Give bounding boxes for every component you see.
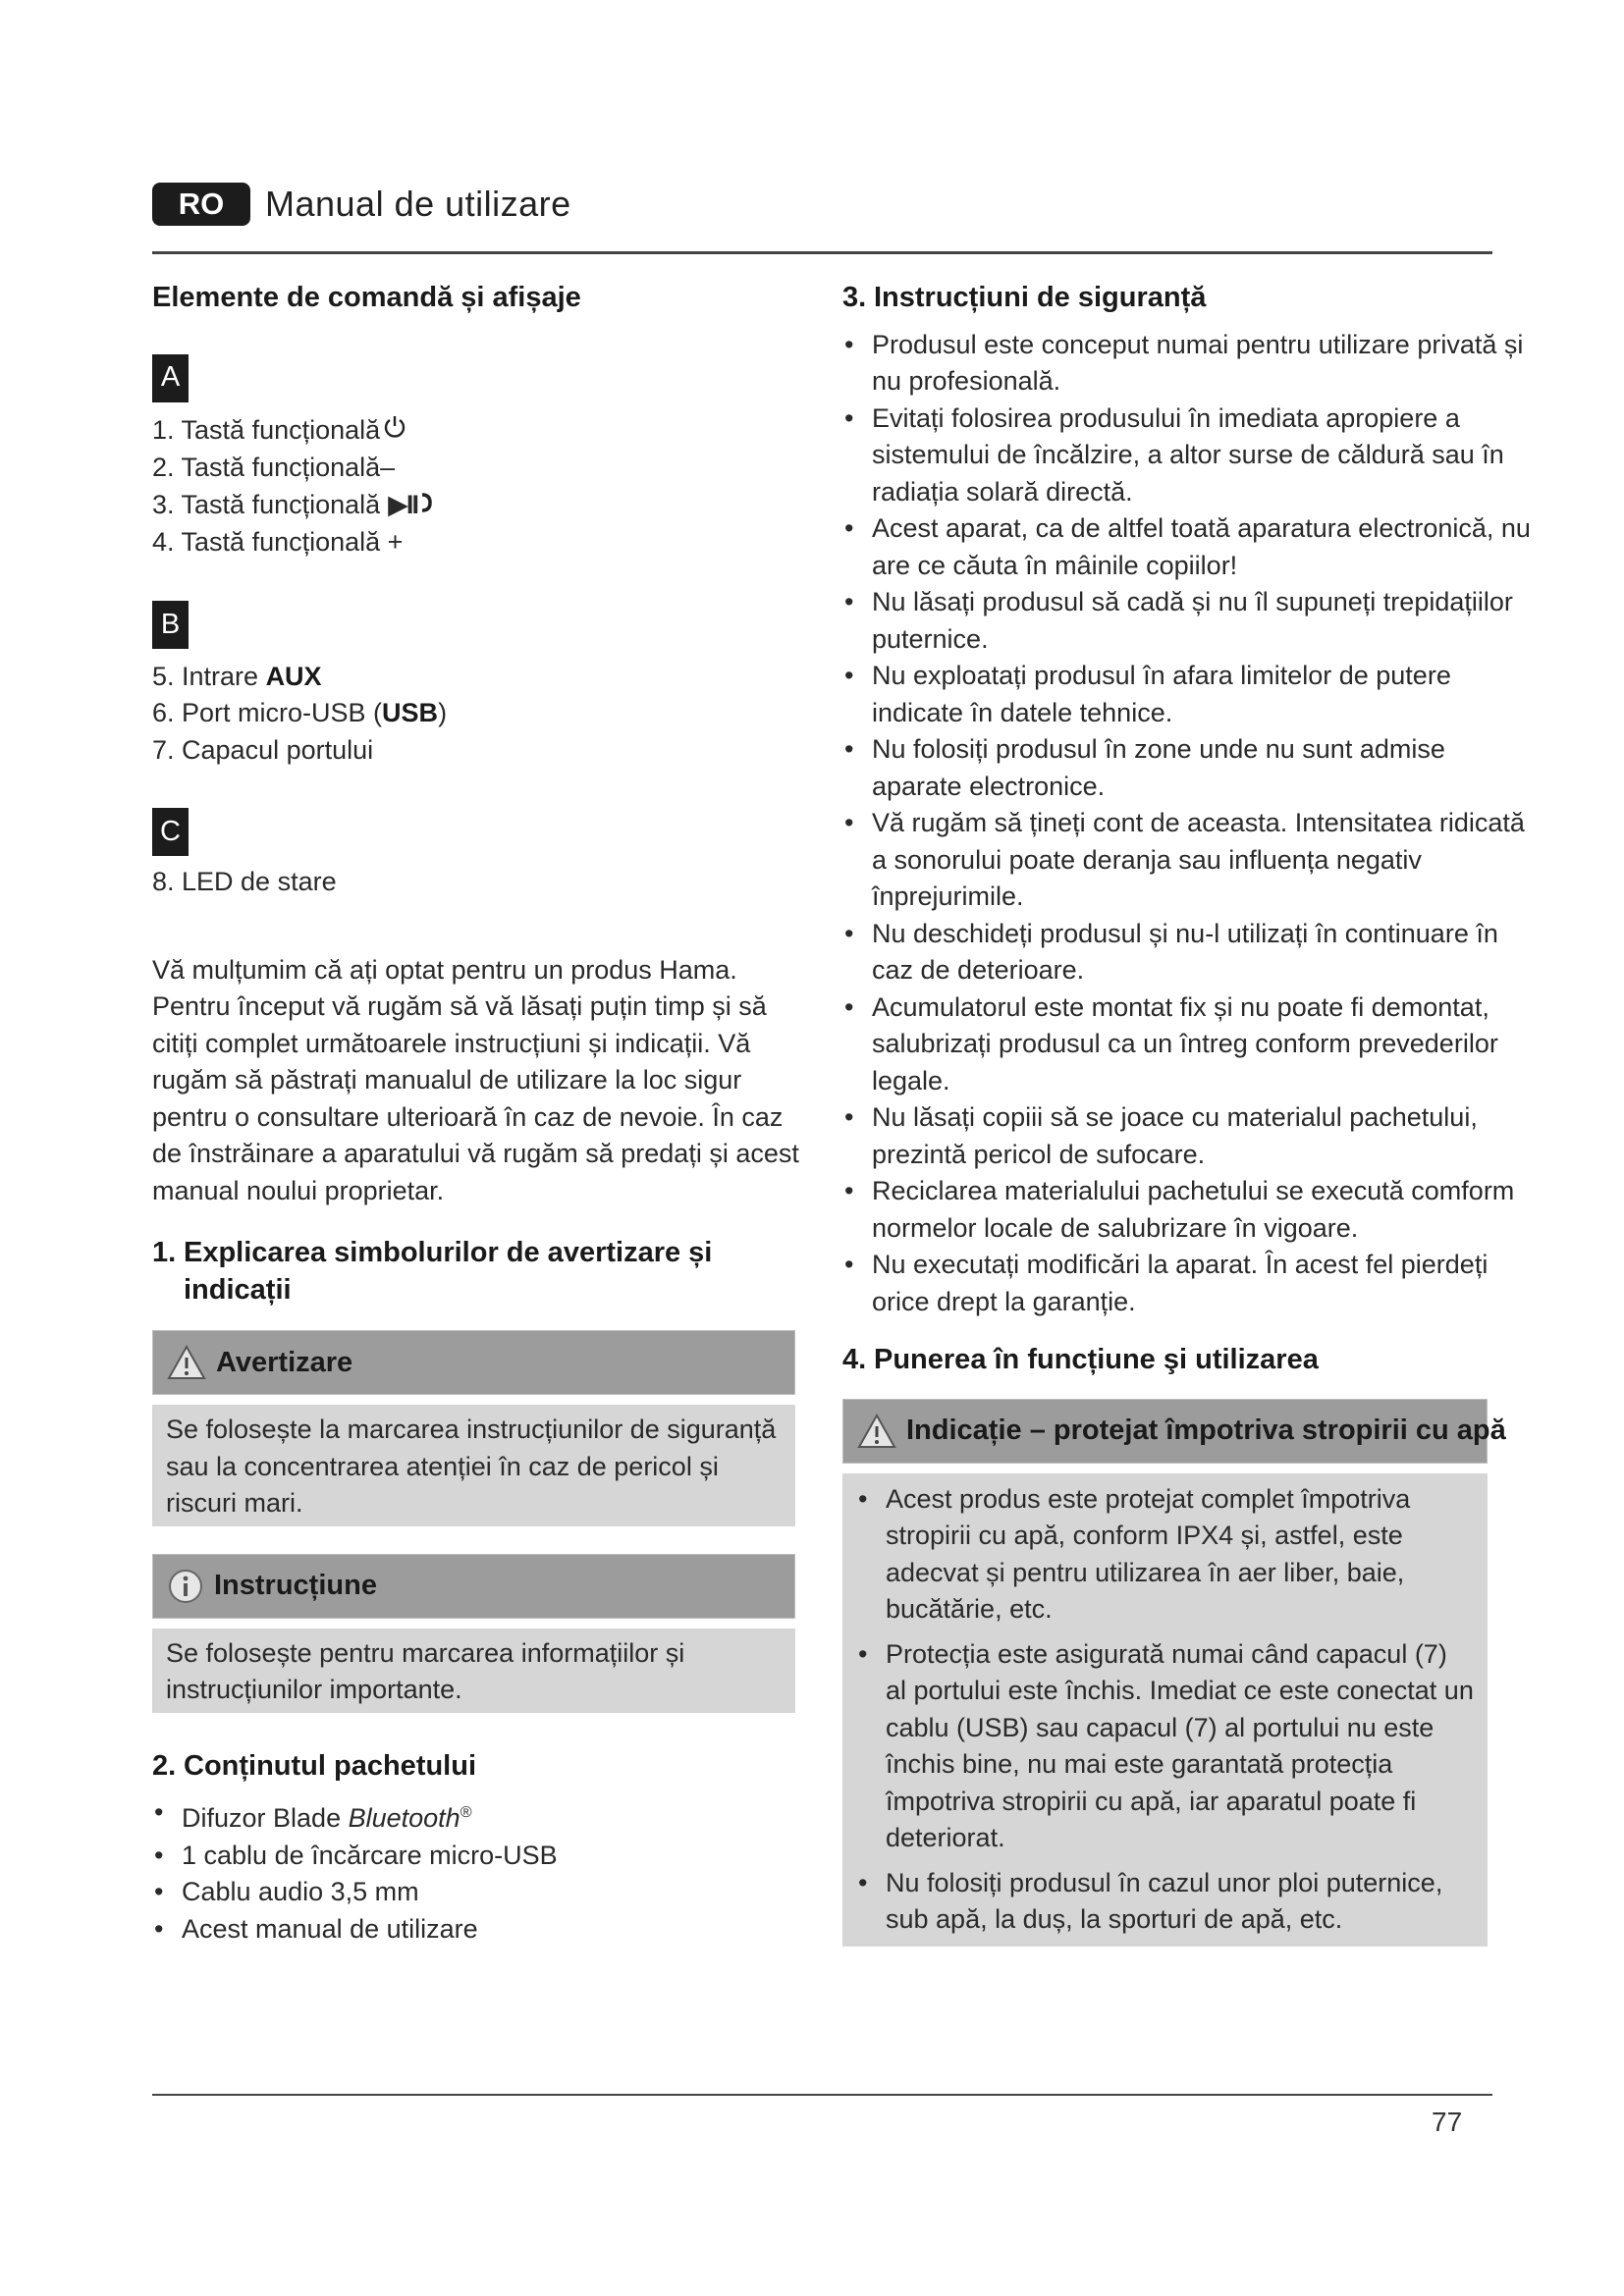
list-item: • Reciclarea materialului pachetului se execută comform normelor locale de salubrizare în vigoare. [842, 1173, 1535, 1247]
list-item: • Nu executați modificări la aparat. În acest fel pierdeți orice drept la garanție. [842, 1247, 1535, 1320]
list-item: 4. Tastă funcțională + [152, 527, 404, 558]
warning-text: Se folosește la marcarea instrucțiunilor de siguranță sau la concentrarea atenției în caz de pericol și riscuri mari. [152, 1405, 795, 1526]
list-item: • Difuzor Blade Bluetooth® [152, 1794, 810, 1838]
list-item: • Acest produs este protejat complet împotriva stropirii cu apă, conform IPX4 și, astfel, este adecvat și pentru utilizarea în aer liber, baie, bucătărie, etc. [856, 1481, 1474, 1629]
group-a-label: A [152, 354, 189, 402]
info-icon [167, 1568, 204, 1605]
list-item: 2. Tastă funcțională– [152, 453, 396, 483]
list-item: • 1 cablu de încărcare micro-USB [152, 1838, 810, 1875]
group-c-label: C [152, 808, 189, 856]
list-item: • Produsul este conceput numai pentru utilizare privată și nu profesională. [842, 327, 1535, 400]
warning-icon [857, 1414, 896, 1449]
language-badge: RO [152, 183, 250, 226]
list-item: • Nu lăsați copiii să se joace cu materialul pachetului, prezintă pericol de sufocare. [842, 1099, 1535, 1173]
footer-divider [152, 2094, 1492, 2096]
list-item: • Cablu audio 3,5 mm [152, 1874, 810, 1911]
list-item: • Evitați folosirea produsului în imediata apropiere a sistemului de încălzire, a altor surse de căldură sau în radiația solară directă. [842, 400, 1535, 511]
group-c-list [152, 864, 810, 901]
section-1-heading: 1. Explicarea simbolurilor de avertizare și indicații [152, 1237, 713, 1306]
list-item: 8. LED de stare [152, 867, 337, 897]
group-b-label: B [152, 601, 189, 649]
list-item: • Acumulatorul este montat fix și nu poate fi demontat, salubrizați produsul ca un întreg conform prevederilor legale. [842, 989, 1535, 1100]
header-divider [152, 251, 1492, 254]
play-pause-icon: ▶II [388, 489, 417, 519]
list-item: 5. Intrare AUX [152, 661, 322, 691]
package-contents-list [152, 1794, 810, 1948]
page-number: 77 [1432, 2107, 1463, 2137]
instruction-box [152, 1554, 795, 1713]
list-item: 7. Capacul portului [152, 734, 374, 765]
indication-header: Indicație – protejat împotriva stropirii cu apă [842, 1399, 1488, 1464]
list-item: 1. Tastă funcțională [152, 412, 810, 451]
page-title: Manual de utilizare [265, 184, 571, 224]
call-icon [419, 488, 433, 525]
list-item: • Acest aparat, ca de altfel toată aparatura electronică, nu are ce căuta în mâinile copiilor! [842, 510, 1535, 584]
indication-box [842, 1399, 1506, 1947]
section-2-heading: 2. Conținutul pachetului [152, 1749, 477, 1782]
list-item: 6. Port micro-USB (USB) [152, 698, 448, 728]
warning-header: Avertizare [152, 1330, 795, 1395]
list-item: • Acest manual de utilizare [152, 1911, 810, 1949]
list-item: • Nu folosiți produsul în zone unde nu sunt admise aparate electronice. [842, 731, 1535, 805]
indication-body [842, 1473, 1488, 1947]
section-4-heading: 4. Punerea în funcțiune şi utilizarea [842, 1344, 1319, 1375]
group-b-list [152, 659, 810, 770]
page-header [152, 183, 571, 226]
safety-list [842, 327, 1535, 1321]
list-item: 3. Tastă funcțională ▶II [152, 487, 810, 525]
list-item: • Vă rugăm să țineți cont de aceasta. Intensitatea ridicată a sonorului poate deranja sau influența negativ înprejurimile. [842, 805, 1535, 916]
group-a-list [152, 412, 810, 561]
instruction-text: Se folosește pentru marcarea informațiilor și instrucțiunilor importante. [152, 1629, 795, 1713]
warning-icon [167, 1345, 206, 1380]
list-item: • Nu lăsați produsul să cadă și nu îl supuneți trepidațiilor puternice. [842, 584, 1535, 658]
right-column [842, 280, 1549, 1947]
list-item: • Nu deschideți produsul și nu-l utilizați în continuare în caz de deterioare. [842, 916, 1535, 989]
list-item: • Nu exploatați produsul în afara limitelor de putere indicate în datele tehnice. [842, 658, 1535, 731]
water-protection-list [856, 1481, 1474, 1939]
intro-paragraph: Vă mulțumim că ați optat pentru un produs Hama. Pentru început vă rugăm să vă lăsați puțin timp și să citiți complet următoarele instrucțiuni și indicații. Vă rugăm să păstrați manualul de utilizare la loc sigur pentru o consultare ulterioară în caz de nevoie. În caz de înstrăinare a aparatului vă rugăm să predați și acest manual noului proprietar. [152, 954, 799, 1205]
left-column [152, 280, 810, 1948]
list-item: • Protecția este asigurată numai când capacul (7) al portului este închis. Imediat ce este conectat un cablu (USB) sau capacul (7) al portului nu este închis bine, nu mai este garantată protecția împotriva stropirii cu apă, iar aparatul poate fi deteriorat. [856, 1636, 1474, 1857]
instruction-header: Instrucțiune [152, 1554, 795, 1619]
power-icon [382, 413, 407, 451]
warning-box [152, 1330, 795, 1526]
list-item: • Nu folosiți produsul în cazul unor ploi puternice, sub apă, la duș, la sporturi de apă, etc. [856, 1865, 1474, 1939]
section-3-heading: 3. Instrucțiuni de siguranță [842, 282, 1207, 313]
controls-heading: Elemente de comandă și afișaje [152, 282, 581, 313]
